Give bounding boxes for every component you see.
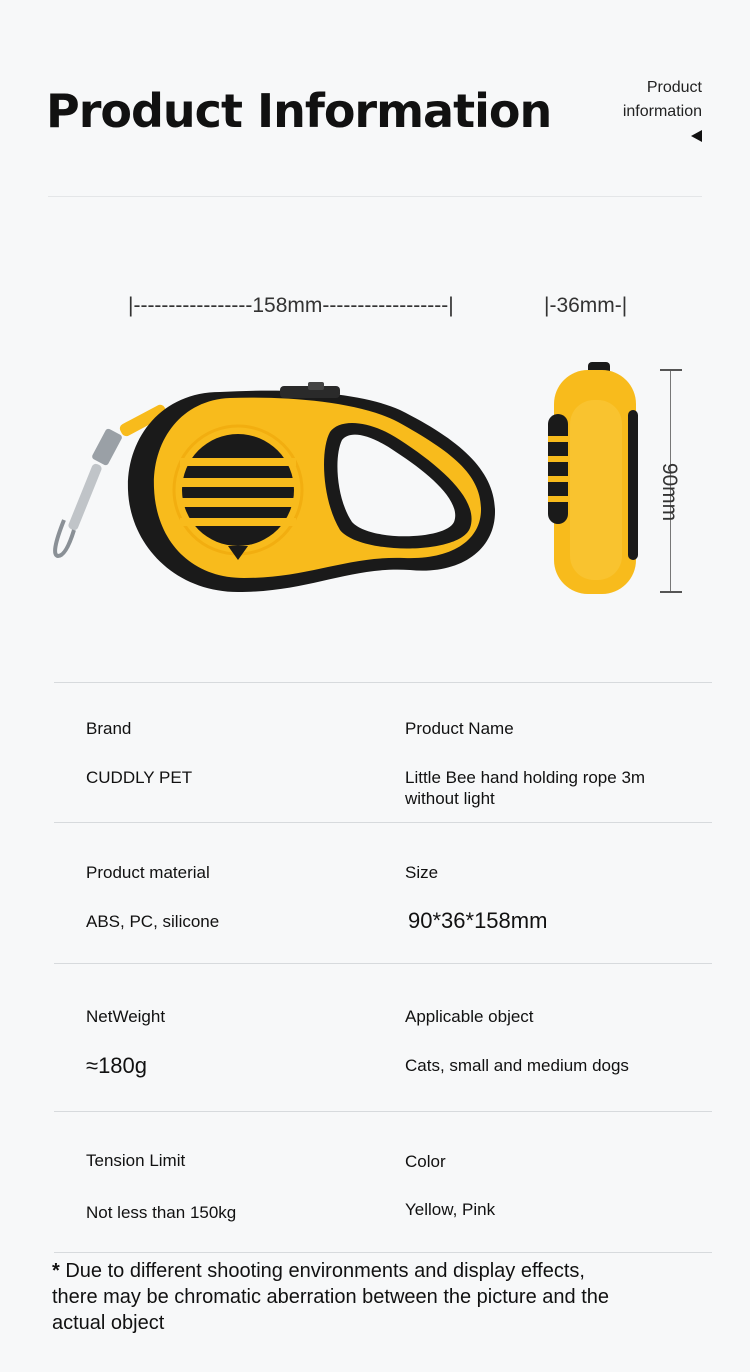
section-indicator [623, 76, 702, 150]
size-value: 90*36*158mm [408, 908, 548, 933]
width-dimension: |-36mm-| [544, 294, 628, 317]
height-dimension-cap-top [660, 369, 682, 371]
leash-side-image [540, 360, 640, 600]
weight-label: NetWeight [86, 1007, 166, 1026]
triangle-left-icon [691, 130, 702, 142]
table-divider [54, 963, 712, 964]
applicable-object-label: Applicable object [405, 1007, 534, 1026]
weight-value: ≈180g [86, 1053, 148, 1078]
leash-product-image [40, 370, 510, 600]
table-divider [54, 682, 712, 683]
color-value: Yellow, Pink [405, 1200, 496, 1219]
color-label: Color [405, 1152, 446, 1171]
height-dimension-cap-bottom [660, 591, 682, 593]
brand-label: Brand [86, 719, 132, 738]
page-title: Product Information [46, 84, 552, 138]
length-dimension: |-----------------158mm------------------| [128, 294, 454, 317]
material-label: Product material [86, 863, 210, 882]
header-divider [48, 196, 702, 197]
table-divider [54, 1111, 712, 1112]
tension-limit-label: Tension Limit [86, 1151, 186, 1170]
table-divider [54, 822, 712, 823]
material-value: ABS, PC, silicone [86, 912, 220, 931]
brand-value: CUDDLY PET [86, 768, 193, 787]
note-asterisk: * [52, 1260, 60, 1282]
section-indicator-line1: Product [646, 79, 702, 96]
height-dimension: 90mm [658, 462, 682, 522]
product-name-label: Product Name [405, 719, 514, 738]
note-text: Due to different shooting environments and display effects, there may be chromatic aberration between the picture and the actual object [52, 1260, 609, 1334]
section-indicator-line2: information [622, 103, 702, 120]
size-label: Size [405, 863, 439, 882]
disclaimer-note [52, 1258, 612, 1336]
table-divider [54, 1252, 712, 1253]
tension-limit-value: Not less than 150kg [86, 1203, 237, 1222]
product-name-value: Little Bee hand holding rope 3m without light [405, 768, 646, 808]
bee-stripe-disc [182, 434, 294, 546]
applicable-object-value: Cats, small and medium dogs [405, 1056, 629, 1075]
